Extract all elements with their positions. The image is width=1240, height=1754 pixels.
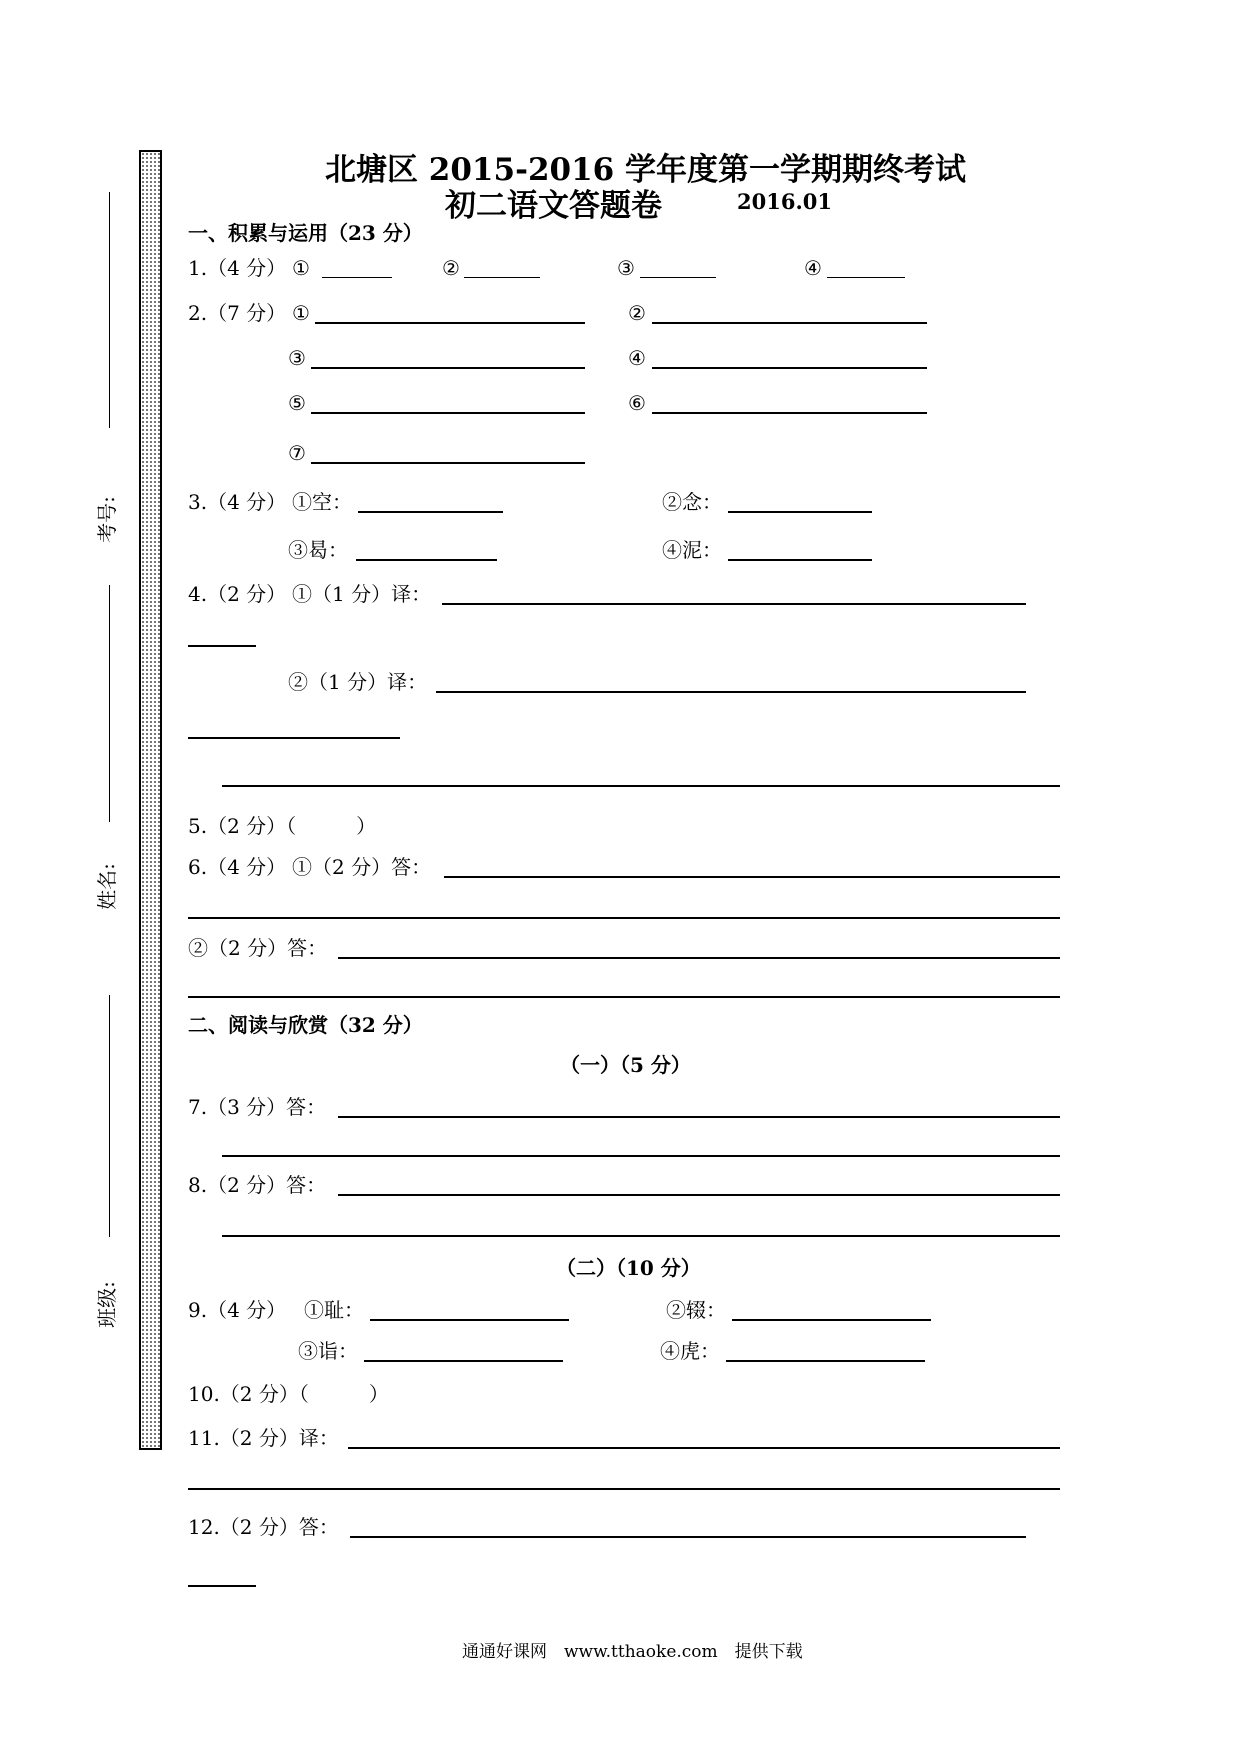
page-title: 北塘区 2015-2016 学年度第一学期期终考试 <box>325 152 967 188</box>
q12-blank[interactable] <box>350 1536 1026 1538</box>
q6-label: 6.（4 分） <box>188 855 287 879</box>
name-label: 姓名: <box>94 863 119 910</box>
q11-blank-cont[interactable] <box>188 1488 1060 1490</box>
q4-extra-line[interactable] <box>222 785 1060 787</box>
class-label: 班级: <box>94 1281 119 1328</box>
section2-heading: 二、阅读与欣赏（32 分） <box>188 1013 423 1037</box>
q1-d-marker: ④ <box>804 256 822 280</box>
q5-label: 5.（2 分）（ ） <box>188 814 377 838</box>
q2-c4-blank[interactable] <box>652 367 927 369</box>
section1-heading: 一、积累与运用（23 分） <box>188 221 423 245</box>
q9-label: 9.（4 分） <box>188 1298 287 1322</box>
q9-a-blank[interactable] <box>370 1319 569 1321</box>
q9-b-blank[interactable] <box>732 1319 931 1321</box>
q7-blank-cont[interactable] <box>222 1155 1060 1157</box>
q3-d-blank[interactable] <box>728 559 872 561</box>
q3-c-blank[interactable] <box>356 559 497 561</box>
q7-blank[interactable] <box>338 1116 1060 1118</box>
footer-text: 通通好课网 www.tthaoke.com 提供下载 <box>462 1642 803 1662</box>
q11-label: 11.（2 分）译： <box>188 1426 339 1450</box>
q4-b-label: ②（1 分）译： <box>288 670 428 694</box>
q8-blank-cont[interactable] <box>222 1235 1060 1237</box>
binding-strip <box>139 150 162 1450</box>
q4-a-label: ①（1 分）译： <box>292 582 432 606</box>
q6-a-blank[interactable] <box>444 876 1060 878</box>
q9-c-blank[interactable] <box>364 1360 563 1362</box>
q1-b-blank[interactable] <box>464 277 540 278</box>
q12-blank-cont[interactable] <box>188 1585 256 1587</box>
q6-a-blank-cont[interactable] <box>188 917 1060 919</box>
q10-label: 10.（2 分）（ ） <box>188 1382 389 1406</box>
part2-heading: （二）（10 分） <box>556 1256 701 1280</box>
q2-c6-marker: ⑥ <box>628 391 646 415</box>
q2-c3-blank[interactable] <box>311 367 585 369</box>
q2-c1-blank[interactable] <box>315 322 585 324</box>
q2-c5-blank[interactable] <box>311 412 585 414</box>
q1-label: 1.（4 分） <box>188 256 287 280</box>
q11-blank[interactable] <box>348 1447 1060 1449</box>
q2-c6-blank[interactable] <box>652 412 927 414</box>
q2-label: 2.（7 分） <box>188 301 287 325</box>
q1-a-marker: ① <box>292 256 310 280</box>
q9-b-label: ②辍： <box>666 1298 726 1322</box>
q3-b-blank[interactable] <box>728 511 872 513</box>
q4-a-blank[interactable] <box>442 603 1026 605</box>
part1-heading: （一）（5 分） <box>560 1053 691 1077</box>
side-line-3 <box>109 995 110 1237</box>
q9-d-label: ④虎： <box>660 1339 720 1363</box>
q1-d-blank[interactable] <box>827 277 905 278</box>
q2-c7-marker: ⑦ <box>288 441 306 465</box>
q2-c1-marker: ① <box>292 301 310 325</box>
q3-c-label: ③曷： <box>288 538 348 562</box>
q2-c7-blank[interactable] <box>311 462 585 464</box>
q12-label: 12.（2 分）答： <box>188 1515 339 1539</box>
q4-a-blank-cont[interactable] <box>188 645 256 647</box>
q6-b-blank-cont[interactable] <box>188 996 1060 998</box>
page-subtitle: 初二语文答题卷 <box>445 188 662 224</box>
side-line-top <box>109 192 110 428</box>
q4-label: 4.（2 分） <box>188 582 287 606</box>
q1-b-marker: ② <box>442 256 460 280</box>
q9-c-label: ③诣： <box>298 1339 358 1363</box>
q2-c2-blank[interactable] <box>652 322 927 324</box>
q3-b-label: ②念： <box>662 490 722 514</box>
q6-a-label: ①（2 分）答： <box>292 855 432 879</box>
q6-b-blank[interactable] <box>338 957 1060 959</box>
q6-b-label: ②（2 分）答： <box>188 936 328 960</box>
q1-a-blank[interactable] <box>322 277 392 278</box>
q9-d-blank[interactable] <box>726 1360 925 1362</box>
q2-c3-marker: ③ <box>288 346 306 370</box>
q8-blank[interactable] <box>338 1194 1060 1196</box>
q3-a-label: ①空： <box>292 490 352 514</box>
q3-label: 3.（4 分） <box>188 490 287 514</box>
q7-label: 7.（3 分）答： <box>188 1095 327 1119</box>
q2-c2-marker: ② <box>628 301 646 325</box>
q1-c-marker: ③ <box>617 256 635 280</box>
q2-c4-marker: ④ <box>628 346 646 370</box>
side-line-2 <box>109 585 110 822</box>
q4-b-blank[interactable] <box>436 691 1026 693</box>
q3-d-label: ④泥： <box>662 538 722 562</box>
exam-date: 2016.01 <box>737 189 832 214</box>
q8-label: 8.（2 分）答： <box>188 1173 327 1197</box>
q9-a-label: ①耻： <box>304 1298 364 1322</box>
q4-b-blank-cont[interactable] <box>188 737 400 739</box>
exam-number-label: 考号: <box>94 496 119 543</box>
q3-a-blank[interactable] <box>358 511 503 513</box>
q1-c-blank[interactable] <box>640 277 716 278</box>
q2-c5-marker: ⑤ <box>288 391 306 415</box>
